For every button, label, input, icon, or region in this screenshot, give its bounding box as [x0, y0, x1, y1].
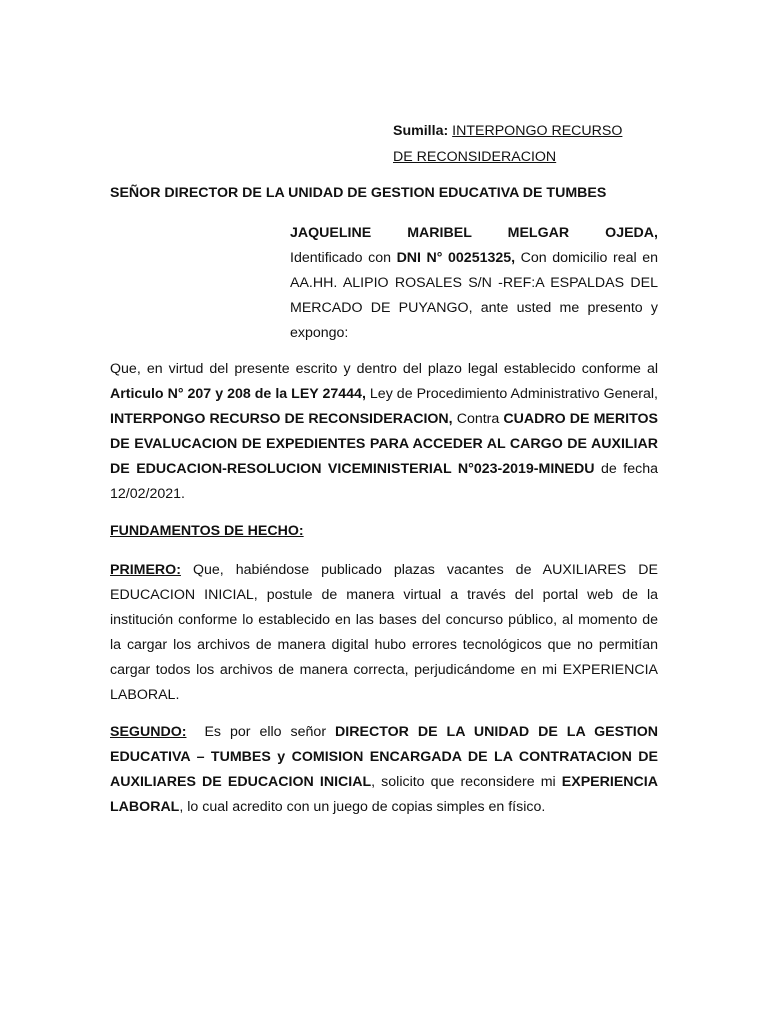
- dni-number: DNI N° 00251325,: [396, 250, 516, 266]
- primero-label: PRIMERO:: [110, 562, 181, 578]
- segundo-text-2: , solicito que reconsidere mi: [371, 774, 556, 790]
- sumilla-block: [393, 118, 693, 170]
- sumilla-subject-line-1: INTERPONGO RECURSO: [452, 123, 623, 139]
- intro-text-1: Que, en virtud del presente escrito y dentro del plazo legal establecido conforme al: [110, 361, 658, 377]
- intro-text-4: de fecha 12/02/2021.: [110, 461, 658, 502]
- sumilla-subject-line-2: DE RECONSIDERACION: [393, 149, 557, 165]
- ident-text-1: Identificado con: [290, 250, 391, 266]
- intro-paragraph: [110, 357, 658, 507]
- sumilla-label: Sumilla:: [393, 123, 449, 139]
- segundo-label: SEGUNDO:: [110, 724, 187, 740]
- ident-text-2: Con domicilio real en AA.HH. ALIPIO ROSALES S/N -REF:A ESPALDAS DEL MERCADO DE PUYANGO, ante usted me presento y expongo:: [290, 250, 658, 341]
- fundamentos-heading-text: FUNDAMENTOS DE HECHO:: [110, 523, 304, 539]
- intro-text-3: Contra: [456, 411, 500, 427]
- intro-recurso: INTERPONGO RECURSO DE RECONSIDERACION,: [110, 411, 453, 427]
- primero-text: Que, habiéndose publicado plazas vacantes de AUXILIARES DE EDUCACION INICIAL, postule de manera virtual a través del portal web de la institución conforme lo establecido en las bases del concurso público, al momento de la cargar los archivos de manera digital hubo errores tecnológicos que no permitían cargar todos los archivos de manera correcta, perjudicándome en mi EXPERIENCIA LABORAL.: [110, 562, 658, 703]
- segundo-director: DIRECTOR DE LA UNIDAD DE LA GESTION EDUCATIVA – TUMBES y COMISION ENCARGADA DE LA CONTRATACION DE AUXILIARES DE EDUCACION INICIAL: [110, 724, 658, 790]
- identification-paragraph: [290, 221, 658, 346]
- segundo-paragraph: [110, 720, 658, 820]
- segundo-experiencia: EXPERIENCIA LABORAL: [110, 774, 658, 815]
- sumilla-line-2: [393, 144, 693, 170]
- intro-text-2: Ley de Procedimiento Administrativo General,: [369, 386, 659, 402]
- intro-cuadro-meritos: CUADRO DE MERITOS DE EVALUCACION DE EXPEDIENTES PARA ACCEDER AL CARGO DE AUXILIAR DE EDUCACION-RESOLUCION VICEMINISTERIAL N°023-2019-MINEDU: [110, 411, 658, 477]
- segundo-text-3: , lo cual acredito con un juego de copias simples en físico.: [179, 799, 546, 815]
- intro-law-reference: Articulo N° 207 y 208 de la LEY 27444,: [110, 386, 366, 402]
- sumilla-line-1: [393, 118, 693, 144]
- applicant-name: JAQUELINE MARIBEL MELGAR OJEDA,: [290, 225, 658, 241]
- primero-paragraph: [110, 558, 658, 708]
- segundo-text-1: Es por ello señor: [204, 724, 327, 740]
- addressee: SEÑOR DIRECTOR DE LA UNIDAD DE GESTION EDUCATIVA DE TUMBES: [110, 185, 607, 201]
- fundamentos-heading: [110, 519, 658, 544]
